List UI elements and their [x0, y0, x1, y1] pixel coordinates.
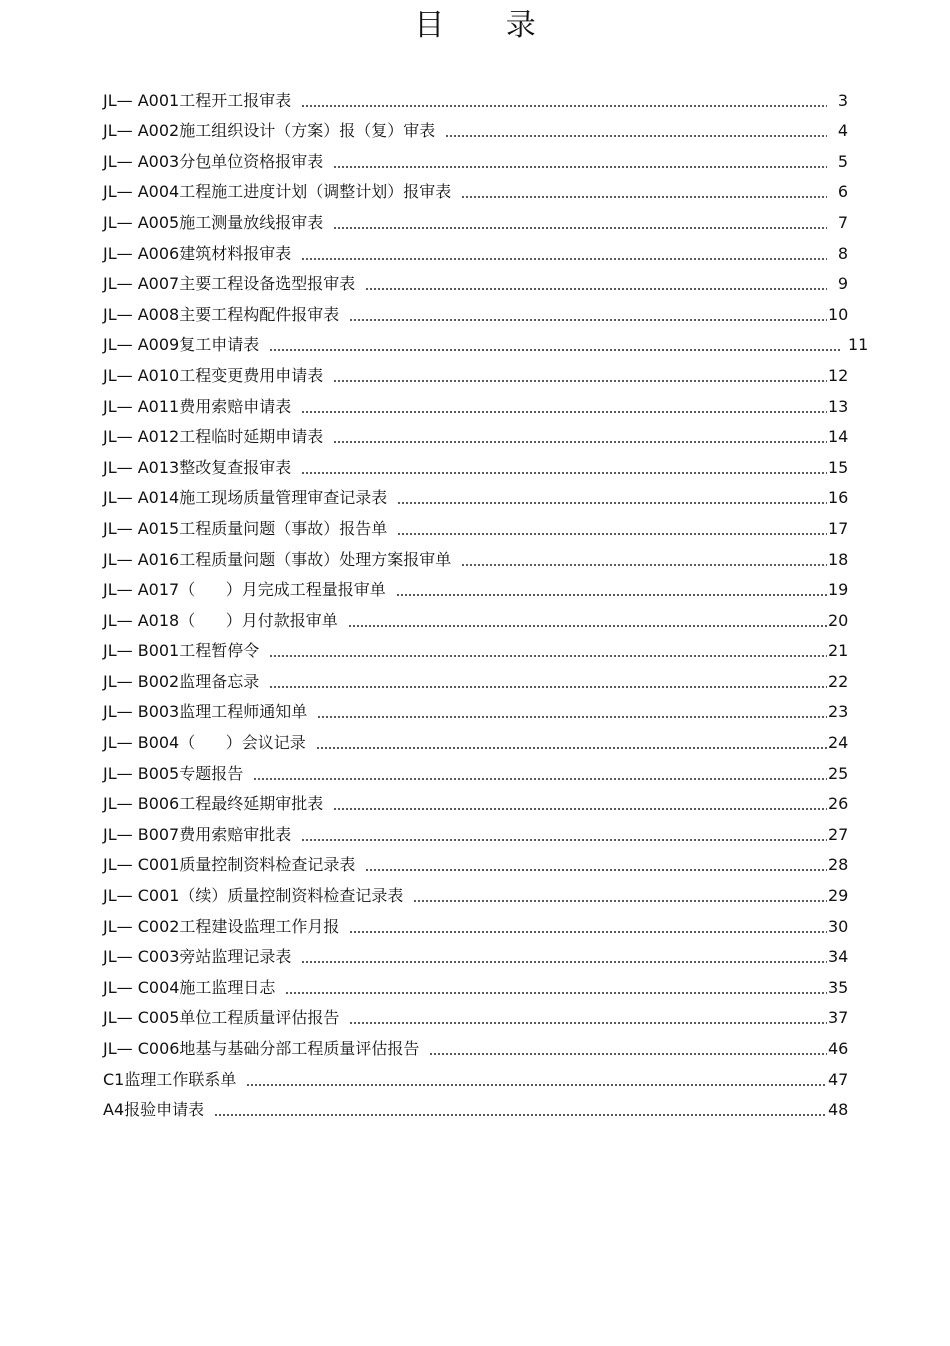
dot-leader	[396, 594, 827, 596]
toc-entry[interactable]	[103, 753, 848, 784]
toc-entry-label: JL— A017（ ）月完成工程量报审单	[103, 580, 386, 600]
toc-entry-page-number: 21	[828, 641, 849, 661]
toc-entry-label: JL— C002工程建设监理工作月报	[103, 916, 340, 936]
toc-entry-page-number: 26	[828, 794, 849, 814]
dot-leader	[349, 931, 827, 933]
toc-entry-label: JL— A006建筑材料报审表	[103, 243, 292, 263]
toc-entry-label: JL— C001（续）质量控制资料检查记录表	[103, 886, 404, 906]
dot-leader	[214, 1114, 827, 1116]
toc-entry[interactable]	[103, 386, 848, 417]
toc-entry-page-number: 23	[828, 702, 849, 722]
dot-leader	[333, 380, 827, 382]
toc-entry-label: JL— C005单位工程质量评估报告	[103, 1008, 340, 1028]
toc-entry-page-number: 30	[828, 916, 849, 936]
toc-entry-label: JL— A004工程施工进度计划（调整计划）报审表	[103, 182, 452, 202]
dot-leader	[333, 227, 827, 229]
toc-entry-label: JL— B001工程暂停令	[103, 641, 260, 661]
toc-entry[interactable]	[103, 355, 848, 386]
dot-leader	[301, 961, 827, 963]
toc-entry[interactable]	[103, 294, 848, 325]
toc-entry[interactable]	[103, 722, 848, 753]
dot-leader	[365, 869, 827, 871]
dot-leader	[333, 808, 827, 810]
toc-entry[interactable]	[103, 814, 848, 845]
toc-entry-page-number: 37	[828, 1008, 849, 1028]
dot-leader	[301, 839, 827, 841]
toc-entry[interactable]	[103, 906, 848, 937]
dot-leader	[253, 778, 827, 780]
toc-entry[interactable]	[103, 631, 848, 662]
toc-entry[interactable]	[103, 998, 848, 1029]
toc-entry-page-number: 24	[828, 733, 849, 753]
toc-entry-page-number: 25	[828, 763, 849, 783]
toc-entry[interactable]	[103, 784, 848, 815]
toc-entry[interactable]	[103, 1028, 848, 1059]
toc-entry-page-number: 48	[828, 1100, 849, 1120]
dot-leader	[301, 105, 827, 107]
toc-entry[interactable]	[103, 264, 848, 295]
toc-entry-page-number: 22	[828, 671, 849, 691]
toc-entry-page-number: 8	[837, 243, 848, 263]
dot-leader	[397, 533, 827, 535]
toc-entry-page-number: 14	[828, 427, 849, 447]
toc-entry-page-number: 4	[837, 121, 848, 141]
dot-leader	[397, 502, 827, 504]
toc-entry-page-number: 13	[828, 396, 849, 416]
toc-entry-page-number: 3	[837, 90, 848, 110]
dot-leader	[429, 1053, 827, 1055]
toc-entry[interactable]	[103, 233, 848, 264]
dot-leader	[269, 655, 827, 657]
toc-entry[interactable]	[103, 600, 848, 631]
toc-entry[interactable]	[103, 875, 848, 906]
toc-entry-label: JL— B006工程最终延期审批表	[103, 794, 324, 814]
page-title: 目 录	[414, 8, 562, 43]
toc-entry-label: JL— A007主要工程设备选型报审表	[103, 274, 356, 294]
toc-entry[interactable]	[103, 967, 848, 998]
toc-entry-page-number: 7	[837, 212, 848, 232]
toc-entry-page-number: 11	[848, 335, 869, 355]
toc-entry-label: JL— C004施工监理日志	[103, 977, 276, 997]
toc-entry[interactable]	[103, 508, 848, 539]
toc-entry[interactable]	[103, 202, 848, 233]
dot-leader	[461, 564, 827, 566]
dot-leader	[333, 166, 827, 168]
toc-entry-label: JL— B004（ ）会议记录	[103, 733, 306, 753]
toc-entry-page-number: 6	[837, 182, 848, 202]
toc-entry[interactable]	[103, 661, 848, 692]
toc-entry-label: JL— A008主要工程构配件报审表	[103, 304, 340, 324]
dot-leader	[317, 716, 827, 718]
toc-entry-label: JL— A012工程临时延期申请表	[103, 427, 324, 447]
table-of-contents	[103, 80, 869, 1120]
toc-entry-label: JL— C006地基与基础分部工程质量评估报告	[103, 1039, 420, 1058]
toc-entry-label: JL— B003监理工程师通知单	[103, 702, 308, 722]
dot-leader	[246, 1084, 827, 1086]
toc-entry-label: JL— A011费用索赔申请表	[103, 396, 292, 416]
toc-entry-label: JL— A005施工测量放线报审表	[103, 212, 324, 232]
toc-entry-page-number: 47	[828, 1069, 849, 1089]
dot-leader	[269, 686, 827, 688]
toc-entry-label: JL— A013整改复查报审表	[103, 457, 292, 477]
toc-entry-page-number: 17	[828, 518, 849, 538]
dot-leader	[348, 625, 827, 627]
toc-entry[interactable]	[103, 478, 848, 509]
toc-entry[interactable]	[103, 447, 848, 478]
toc-entry-page-number: 15	[828, 457, 849, 477]
toc-entry[interactable]	[103, 1059, 848, 1090]
toc-entry-page-number: 19	[828, 580, 849, 600]
toc-entry-page-number: 46	[828, 1039, 849, 1058]
toc-entry-page-number: 10	[828, 304, 849, 324]
toc-entry[interactable]	[103, 539, 848, 570]
dot-leader	[333, 441, 827, 443]
dot-leader	[301, 411, 827, 413]
toc-entry-page-number: 20	[828, 610, 849, 630]
toc-entry[interactable]	[103, 692, 848, 723]
toc-entry-label: JL— A002施工组织设计（方案）报（复）审表	[103, 121, 436, 141]
toc-entry-label: JL— A014施工现场质量管理审查记录表	[103, 488, 388, 508]
toc-entry-page-number: 16	[828, 488, 849, 508]
toc-entry-label: JL— A001工程开工报审表	[103, 90, 292, 110]
dot-leader	[269, 349, 840, 351]
toc-entry-label: JL— B007费用索赔审批表	[103, 824, 292, 844]
toc-entry-label: JL— A003分包单位资格报审表	[103, 151, 324, 171]
toc-entry-label: JL— B002监理备忘录	[103, 671, 260, 691]
dot-leader	[316, 747, 827, 749]
toc-entry-label: JL— C003旁站监理记录表	[103, 947, 292, 967]
dot-leader	[365, 288, 827, 290]
dot-leader	[413, 900, 827, 902]
dot-leader	[301, 472, 827, 474]
toc-entry-page-number: 28	[828, 855, 849, 875]
toc-entry-page-number: 9	[837, 274, 848, 294]
toc-entry[interactable]	[103, 325, 869, 356]
toc-entry-label: JL— A010工程变更费用申请表	[103, 365, 324, 385]
toc-entry-page-number: 18	[828, 549, 849, 569]
toc-entry[interactable]	[103, 1090, 848, 1121]
toc-entry-label: JL— B005专题报告	[103, 763, 244, 783]
toc-entry[interactable]	[103, 845, 848, 876]
toc-entry-page-number: 34	[828, 947, 849, 967]
toc-entry-label: A4报验申请表	[103, 1100, 205, 1120]
toc-entry[interactable]	[103, 80, 848, 111]
dot-leader	[445, 135, 827, 137]
dot-leader	[285, 992, 827, 994]
toc-entry-page-number: 29	[828, 886, 849, 906]
toc-entry-label: JL— C001质量控制资料检查记录表	[103, 855, 356, 875]
toc-entry-label: JL— A015工程质量问题（事故）报告单	[103, 518, 388, 538]
toc-entry[interactable]	[103, 937, 848, 968]
dot-leader	[301, 258, 827, 260]
toc-entry[interactable]	[103, 141, 848, 172]
toc-entry-page-number: 35	[828, 977, 849, 997]
toc-entry-label: JL— A018（ ）月付款报审单	[103, 610, 338, 630]
dot-leader	[461, 196, 827, 198]
toc-entry[interactable]	[103, 111, 848, 142]
toc-entry-page-number: 12	[828, 365, 849, 385]
toc-entry[interactable]	[103, 570, 848, 601]
dot-leader	[349, 1022, 827, 1024]
dot-leader	[349, 319, 827, 321]
toc-entry-label: C1监理工作联系单	[103, 1069, 237, 1089]
toc-entry-page-number: 5	[837, 151, 848, 171]
toc-entry-label: JL— A016工程质量问题（事故）处理方案报审单	[103, 549, 452, 569]
toc-entry[interactable]	[103, 172, 848, 203]
toc-entry-page-number: 27	[828, 824, 849, 844]
toc-entry[interactable]	[103, 417, 848, 448]
toc-entry-label: JL— A009复工申请表	[103, 335, 260, 355]
